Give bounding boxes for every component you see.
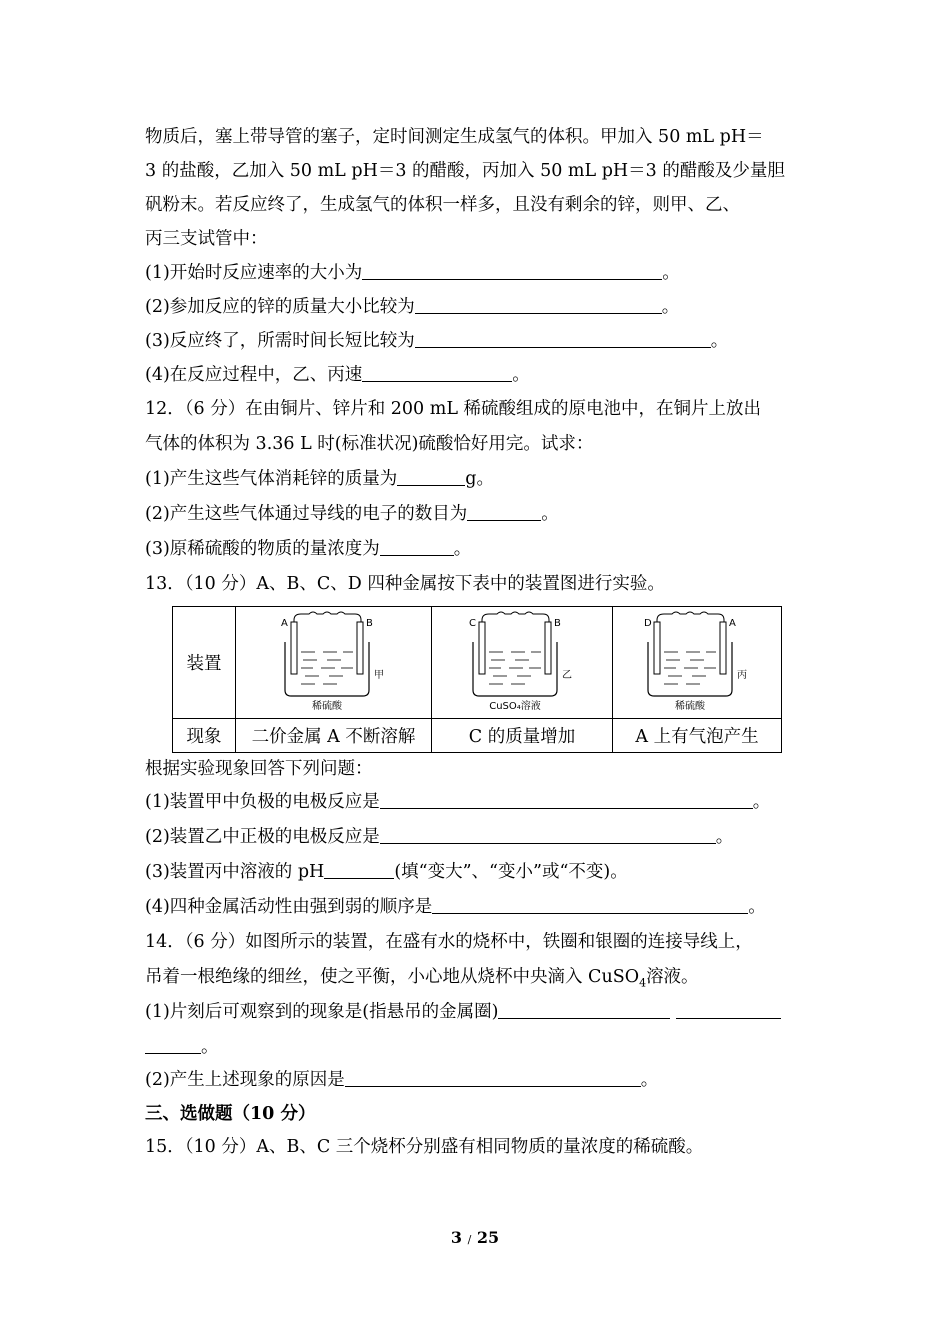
electrode-label: B — [554, 618, 561, 629]
answer-blank[interactable] — [324, 860, 394, 879]
device-cell-yi — [432, 607, 613, 719]
electrode-label: A — [729, 618, 736, 629]
electrode-label: A — [280, 618, 288, 629]
answer-blank[interactable] — [380, 825, 716, 844]
question-13: 13．（10 分）A、B、C、D 四种金属按下表中的装置图进行实验。 — [145, 574, 665, 594]
row-label-phenomenon: 现象 — [173, 719, 236, 753]
device-cell-bing — [613, 607, 782, 719]
question-13-3: (3)装置丙中溶液的 pH (填“变大”、“变小”或“不变)。 — [145, 862, 628, 882]
question-12: 12．（6 分）在由铜片、锌片和 200 mL 稀硫酸组成的原电池中，在铜片上放出 — [145, 399, 762, 419]
question-14-1-cont: 。 — [145, 1034, 219, 1060]
experiment-table — [172, 606, 782, 753]
phenomenon-cell: A 上有气泡产生 — [613, 719, 782, 753]
electrode-label: B — [365, 618, 373, 629]
text-line: 丙三支试管中： — [145, 229, 268, 249]
beaker-diagram-bing — [642, 608, 752, 712]
answer-blank[interactable] — [362, 261, 662, 280]
electrode-label: C — [469, 618, 476, 629]
page-number: 3 / 25 — [450, 1228, 500, 1247]
question-13-4: (4)四种金属活动性由强到弱的顺序是 。 — [145, 897, 766, 917]
answer-blank[interactable] — [467, 502, 541, 521]
question-11-3: (3)反应终了，所需时间长短比较为 。 — [145, 331, 729, 351]
device-cell-jia — [236, 607, 432, 719]
answer-blank[interactable] — [498, 1000, 670, 1019]
answer-blank[interactable] — [380, 790, 753, 809]
answer-blank[interactable] — [415, 329, 711, 348]
question-11-1: (1)开始时反应速率的大小为 。 — [145, 263, 680, 283]
answer-blank[interactable] — [676, 1000, 781, 1019]
text-line: 3 的盐酸，乙加入 50 mL pH＝3 的醋酸，丙加入 50 mL pH＝3 的醋酸及少量胆 — [145, 161, 785, 181]
device-tag: 乙 — [562, 670, 572, 681]
phenomenon-cell: C 的质量增加 — [432, 719, 613, 753]
answer-blank[interactable] — [345, 1068, 641, 1087]
beaker-diagram-yi — [467, 608, 577, 712]
question-13-1: (1)装置甲中负极的电极反应是 。 — [145, 792, 771, 812]
text-line: 吊着一根绝缘的细丝，使之平衡，小心地从烧杯中央滴入 CuSO$_4$溶液。 — [145, 967, 699, 990]
question-13-2: (2)装置乙中正极的电极反应是 。 — [145, 827, 734, 847]
question-14: 14．（6 分）如图所示的装置，在盛有水的烧杯中，铁圈和银圈的连接导线上， — [145, 932, 753, 952]
solution-label: 稀硫酸 — [675, 701, 705, 712]
question-12-3: (3)原稀硫酸的物质的量浓度为 。 — [145, 539, 472, 559]
text-line: 矾粉末。若反应终了，生成氢气的体积一样多，且没有剩余的锌，则甲、乙、 — [145, 195, 740, 215]
beaker-diagram-jia — [279, 608, 389, 712]
electrode-label: D — [644, 618, 652, 629]
question-11-2: (2)参加反应的锌的质量大小比较为 。 — [145, 297, 680, 317]
section-heading: 三、选做题（10 分） — [145, 1104, 316, 1124]
text-line: 物质后，塞上带导管的塞子，定时间测定生成氢气的体积。甲加入 50 mL pH＝ — [145, 127, 764, 147]
answer-blank[interactable] — [362, 363, 512, 382]
device-tag: 甲 — [373, 670, 384, 681]
question-12-1: (1)产生这些气体消耗锌的质量为 g。 — [145, 469, 494, 489]
answer-blank[interactable] — [397, 467, 465, 486]
row-label-device: 装置 — [173, 607, 236, 719]
question-14-1: (1)片刻后可观察到的现象是(指悬吊的金属圈) — [145, 999, 781, 1025]
question-15: 15．（10 分）A、B、C 三个烧杯分别盛有相同物质的量浓度的稀硫酸。 — [145, 1137, 704, 1157]
text-line: 根据实验现象回答下列问题： — [145, 759, 373, 779]
device-tag: 丙 — [737, 670, 747, 681]
phenomenon-cell: 二价金属 A 不断溶解 — [236, 719, 432, 753]
question-11-4: (4)在反应过程中，乙、丙速 。 — [145, 365, 530, 385]
solution-label: CuSO₄溶液 — [489, 701, 541, 712]
text-line: 气体的体积为 3.36 L 时(标准状况)硫酸恰好用完。试求： — [145, 434, 594, 454]
question-12-2: (2)产生这些气体通过导线的电子的数目为 。 — [145, 504, 559, 524]
solution-label: 稀硫酸 — [311, 701, 342, 712]
answer-blank[interactable] — [145, 1035, 201, 1054]
question-14-2: (2)产生上述现象的原因是 。 — [145, 1070, 659, 1090]
answer-blank[interactable] — [415, 295, 662, 314]
answer-blank[interactable] — [380, 537, 454, 556]
answer-blank[interactable] — [432, 895, 748, 914]
